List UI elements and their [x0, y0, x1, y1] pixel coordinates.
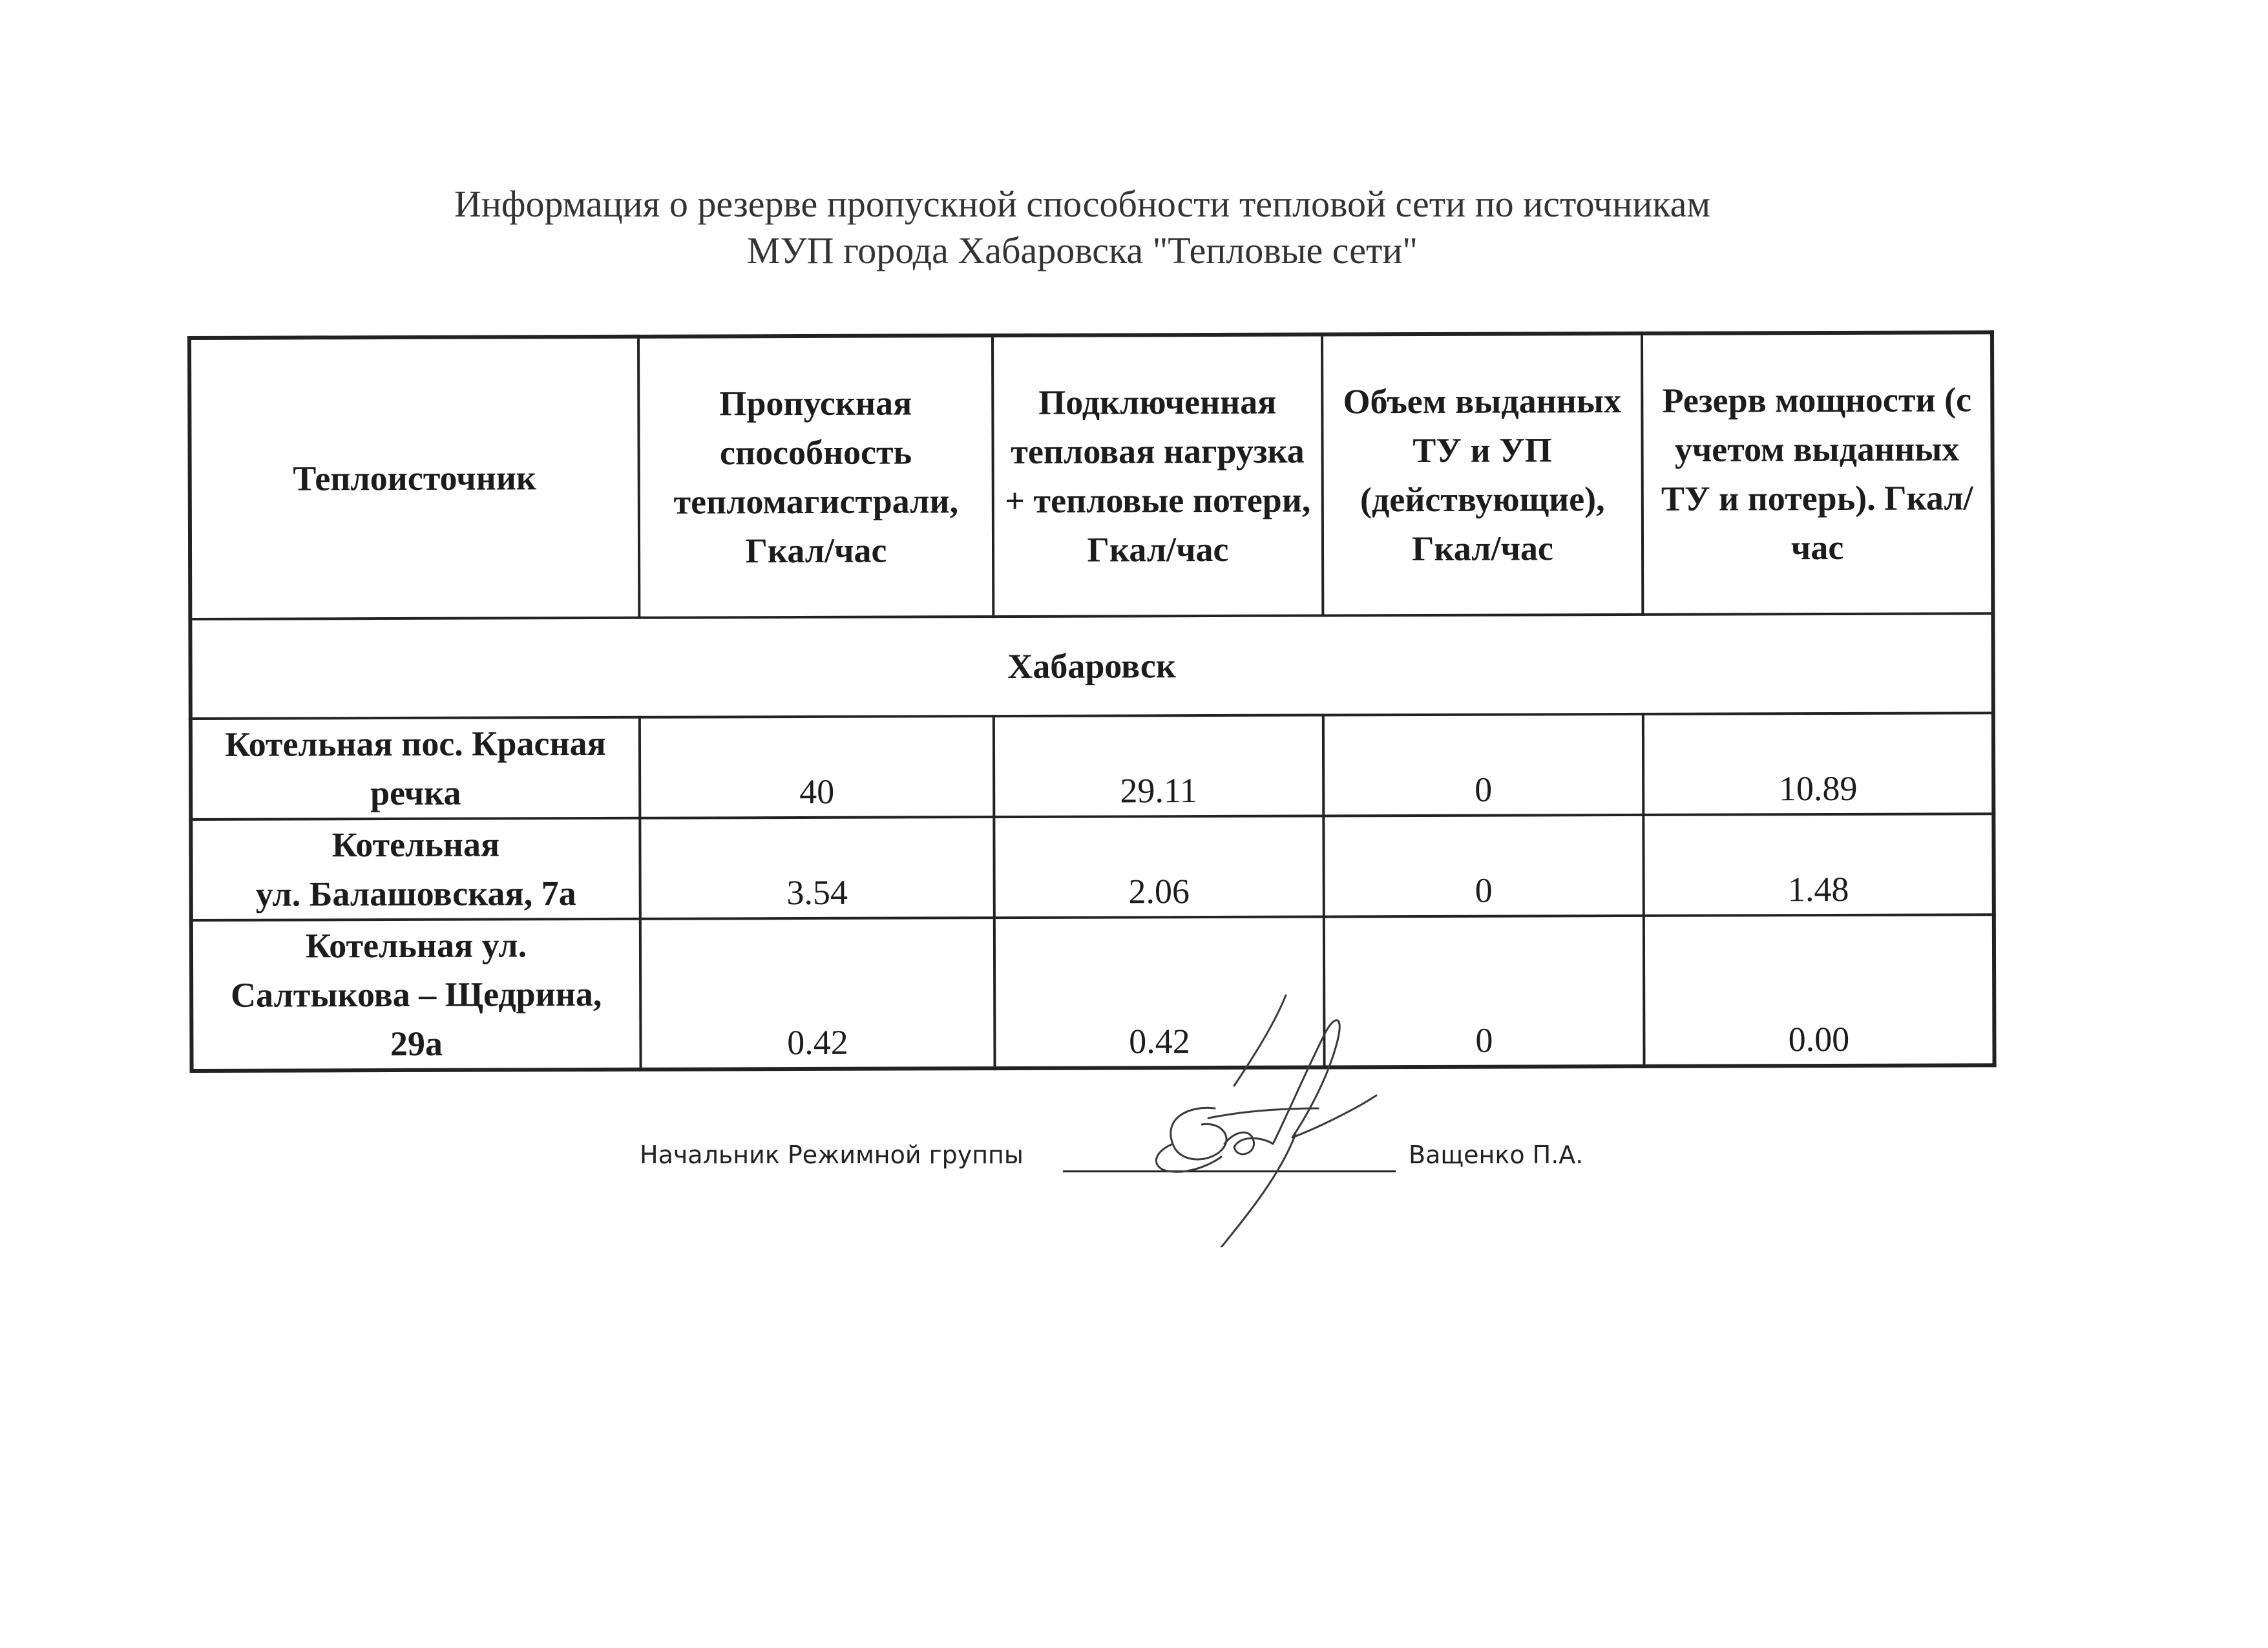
load-cell: 29.11 — [994, 715, 1323, 817]
signatory-name: Ващенко П.А. — [1409, 1141, 1584, 1169]
handwritten-signature — [1111, 989, 1447, 1247]
table-header-row — [189, 332, 1993, 619]
issued-cell: 0 — [1323, 714, 1643, 816]
load-cell: 2.06 — [994, 816, 1323, 918]
header-heat-source: Теплоисточник — [189, 337, 639, 619]
heat-source-line: речка — [370, 773, 461, 813]
signatory-position: Начальник Режимной группы — [640, 1141, 1024, 1169]
table-row — [191, 814, 1993, 920]
reserve-cell: 10.89 — [1643, 713, 1993, 815]
region-row — [190, 613, 1993, 719]
heat-source-line: Салтыкова – Щедрина, — [230, 974, 602, 1015]
table-row — [191, 914, 1995, 1071]
heat-source-line: Котельная ул. — [305, 925, 527, 966]
heat-source-cell — [191, 717, 640, 819]
heat-source-cell — [191, 919, 641, 1071]
header-connected-load: Подключенная тепловая нагрузка + тепловые потери, Гкал/час — [992, 334, 1323, 617]
heat-source-line: ул. Балашовская, 7а — [255, 874, 576, 914]
heat-source-line: 29а — [390, 1024, 443, 1064]
heat-source-cell — [191, 818, 640, 920]
region-name: Хабаровск — [190, 613, 1993, 719]
heat-source-line: Котельная пос. Красная — [225, 723, 606, 764]
document-title — [0, 181, 2165, 274]
reserve-cell: 0.00 — [1644, 914, 1995, 1066]
reserve-table-container — [187, 330, 1993, 1073]
header-power-reserve: Резерв мощности (с учетом выданных ТУ и потерь). Гкал/час — [1642, 332, 1993, 615]
title-line-2: МУП города Хабаровска "Тепловые сети" — [746, 229, 1418, 271]
title-line-1: Информация о резерве пропускной способности тепловой сети по источникам — [454, 183, 1711, 225]
reserve-cell: 1.48 — [1643, 814, 1993, 916]
header-capacity: Пропускная способность тепломагистрали, Гкал/час — [638, 335, 993, 618]
issued-cell: 0 — [1323, 815, 1643, 917]
header-issued-volume: Объем выданных ТУ и УП (действующие), Гкал/час — [1322, 333, 1643, 616]
capacity-cell: 40 — [640, 716, 994, 818]
capacity-cell: 0.42 — [640, 918, 995, 1070]
capacity-cell: 3.54 — [640, 817, 994, 919]
heat-source-line: Котельная — [331, 825, 500, 865]
reserve-table — [187, 330, 1997, 1073]
load-cell: 0.42 — [994, 916, 1325, 1068]
table-row — [191, 713, 1993, 819]
issued-cell: 0 — [1324, 916, 1644, 1068]
